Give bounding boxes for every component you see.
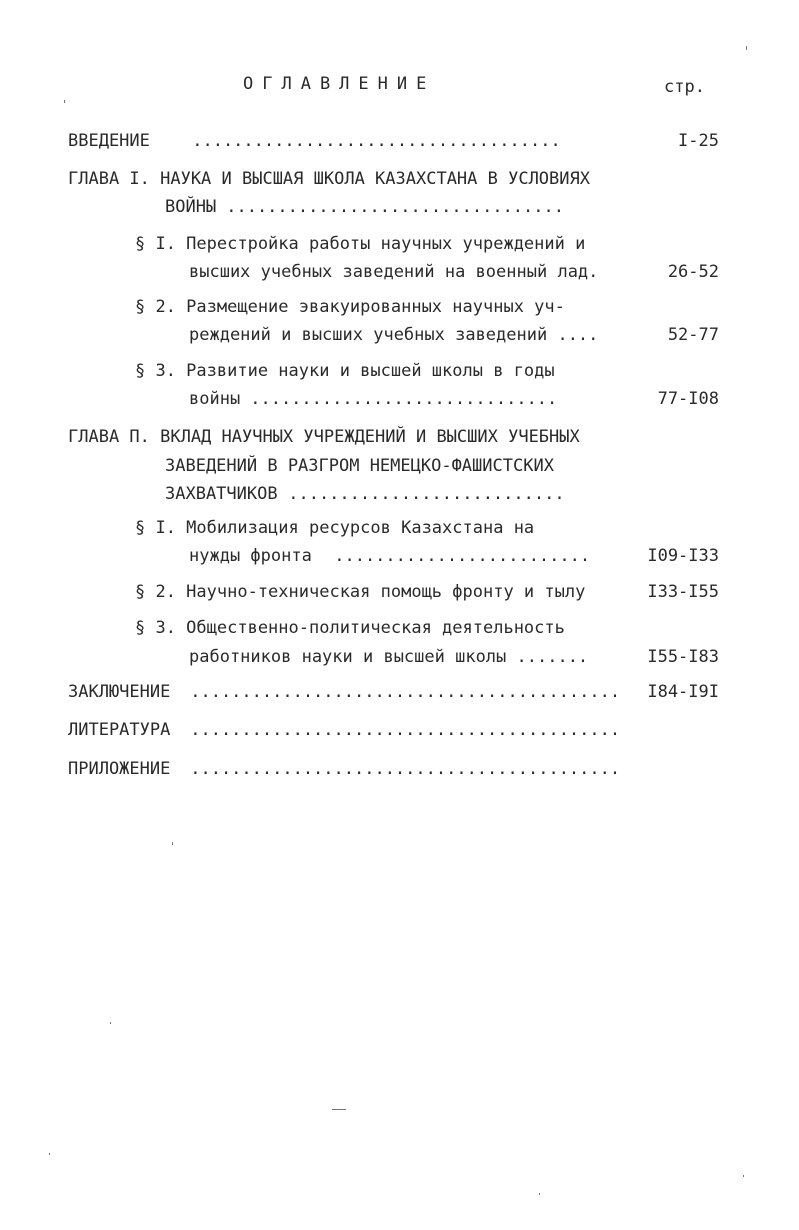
scan-speck (110, 1022, 111, 1024)
scan-speck (539, 1193, 540, 1195)
toc-literature-label: ЛИТЕРАТУРА (68, 720, 171, 740)
toc-ch2-title-line2: ЗАВЕДЕНИЙ В РАЗГРОМ НЕМЕЦКО-ФАШИСТСКИХ (165, 456, 554, 476)
page-title: ОГЛАВЛЕНИЕ (243, 74, 436, 94)
scan-speck (746, 46, 747, 50)
page-column-label: стр. (664, 77, 705, 97)
toc-ch1-s2-line1: § 2. Размещение эвакуированных научных уч- (135, 297, 565, 317)
leader-dots: .......................................... (180, 720, 621, 740)
toc-ch2-title-line1: ГЛАВА П. ВКЛАД НАУЧНЫХ УЧРЕЖДЕНИЙ И ВЫСШИХ УЧЕБНЫХ (68, 427, 580, 447)
toc-ch1-s1-line1: § I. Перестройка работы научных учреждений и (135, 234, 586, 254)
leader-dots: ........................... (278, 484, 565, 504)
leader-dots: .................................... (182, 131, 561, 151)
toc-ch2-s1-line2: нужды фронта (189, 546, 312, 566)
scan-speck (172, 842, 173, 845)
toc-ch2-s3-line2: работников науки и высшей школы ....... (189, 647, 589, 667)
toc-intro-pages: I-25 (678, 131, 719, 151)
leader-dots: ......................... (324, 546, 591, 566)
leader-dots: .......................................... (180, 682, 621, 702)
toc-ch1-s1-pages: 26-52 (667, 262, 719, 282)
toc-conclusion-label: ЗАКЛЮЧЕНИЕ (68, 682, 171, 702)
leader-dots: .......................................... (180, 759, 621, 779)
leader-dots: .............................. (240, 389, 558, 409)
scan-speck (743, 1175, 744, 1177)
toc-ch2-title-line3: ЗАХВАТЧИКОВ (165, 484, 278, 504)
toc-ch1-s3-line1: § 3. Развитие науки и высшей школы в годы (135, 361, 555, 381)
toc-ch1-title-line2: ВОЙНЫ (165, 197, 217, 217)
toc-ch1-title-line1: ГЛАВА I. НАУКА И ВЫСШАЯ ШКОЛА КАЗАХСТАНА В УСЛОВИЯХ (68, 169, 590, 189)
toc-ch2-s2-line1: § 2. Научно-техническая помощь фронту и тылу (135, 582, 586, 602)
toc-ch1-s3-line2: войны (189, 389, 241, 409)
toc-conclusion-pages: I84-I9I (647, 682, 719, 702)
toc-ch2-s1-pages: I09-I33 (647, 546, 719, 566)
toc-intro-label: ВВЕДЕНИЕ (68, 131, 150, 151)
toc-ch1-s2-pages: 52-77 (667, 325, 719, 345)
toc-ch1-s1-line2: высших учебных заведений на военный лад. (189, 262, 599, 282)
toc-ch2-s3-pages: I55-I83 (647, 647, 719, 667)
leader-dots: ................................. (216, 197, 564, 217)
toc-ch2-s1-line1: § I. Мобилизация ресурсов Казахстана на (135, 518, 535, 538)
toc-appendix-label: ПРИЛОЖЕНИЕ (68, 759, 171, 779)
scan-speck (49, 1153, 50, 1155)
scan-speck (332, 1109, 346, 1110)
toc-ch1-s2-line2: реждений и высших учебных заведений .... (189, 325, 599, 345)
toc-ch2-s2-pages: I33-I55 (647, 582, 719, 602)
toc-ch2-s3-line1: § 3. Общественно-политическая деятельность (135, 618, 565, 638)
toc-ch1-s3-pages: 77-I08 (657, 389, 719, 409)
scan-speck (64, 100, 65, 103)
